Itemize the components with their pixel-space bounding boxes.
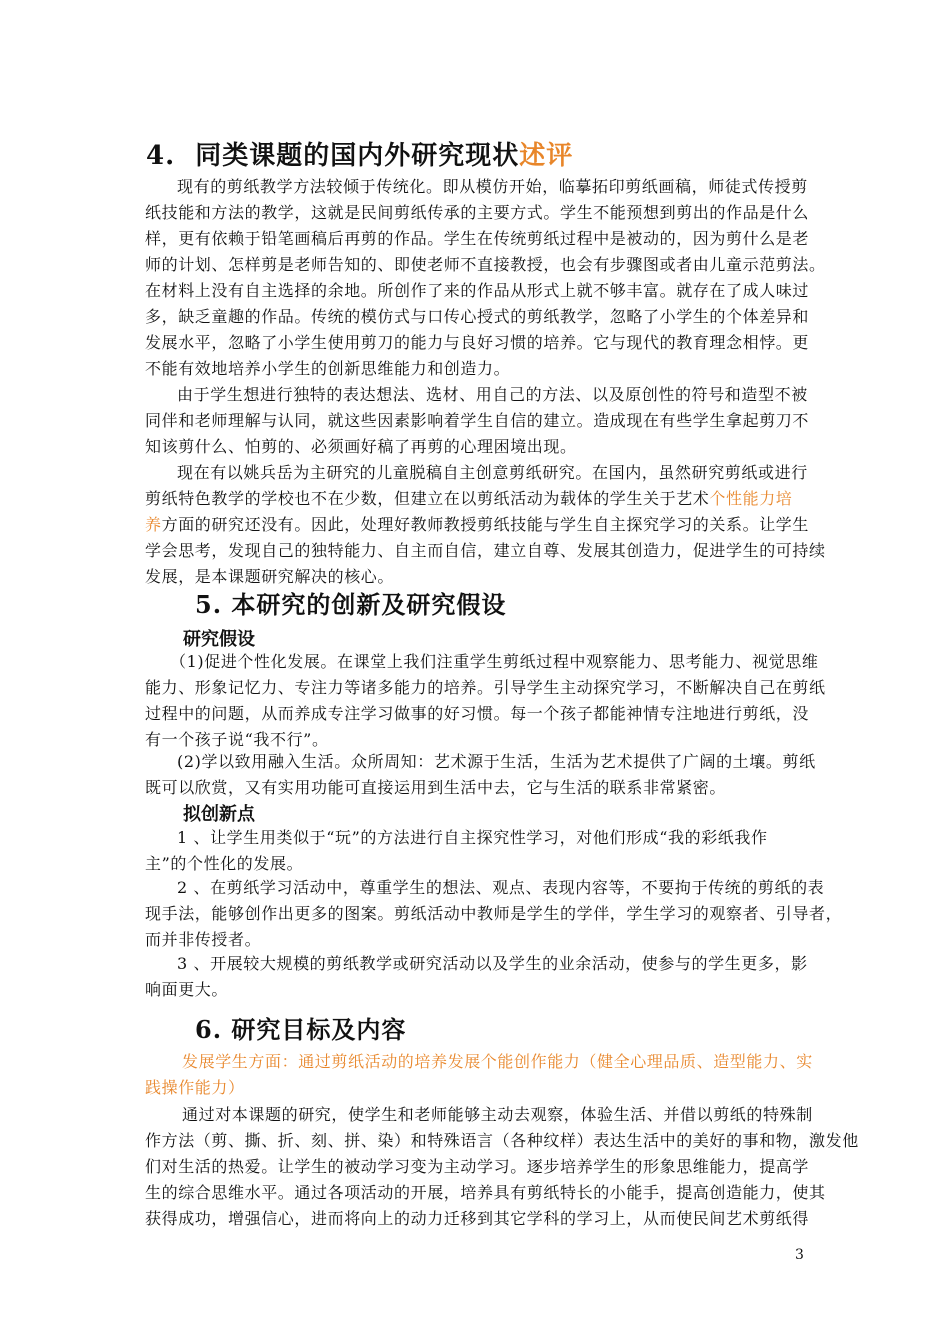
paragraph-line: 现有的剪纸教学方法较倾于传统化。即从模仿开始，临摹拓印剪纸画稿，师徒式传授剪 — [177, 177, 808, 196]
paragraph-line: 不能有效地培养小学生的创新思维能力和创造力。 — [145, 359, 511, 378]
paragraph-line: 发展，是本课题研究解决的核心。 — [145, 567, 395, 586]
paragraph-line: 现在有以姚兵岳为主研究的儿童脱稿自主创意剪纸研究。在国内，虽然研究剪纸或进行 — [177, 463, 808, 482]
subheading-innovation-points: 拟创新点 — [183, 804, 255, 825]
paragraph-line: 获得成功，增强信心，进而将向上的动力迁移到其它学科的学习上，从而使民间艺术剪纸得 — [145, 1209, 810, 1228]
highlighted-paragraph-line: 发展学生方面：通过剪纸活动的培养发展个能创作能力（健全心理品质、造型能力、实 — [182, 1052, 813, 1071]
paragraph-line: （1)促进个性化发展。在课堂上我们注重学生剪纸过程中观察能力、思考能力、视觉思维 — [170, 652, 819, 671]
paragraph-line: 在材料上没有自主选择的余地。所创作了来的作品从形式上就不够丰富。就存在了成人味过 — [145, 281, 810, 300]
paragraph-line: (2)学以致用融入生活。众所周知：艺术源于生活，生活为艺术提供了广阔的土壤。剪纸 — [177, 752, 816, 771]
paragraph-line: 1 、让学生用类似于“玩”的方法进行自主探究性学习，对他们形成“我的彩纸我作 — [177, 828, 768, 847]
paragraph-line — [145, 513, 809, 537]
section-4-title: 同类课题的国内外研究现状 — [195, 141, 520, 171]
section-4-title-highlight: 述评 — [519, 141, 574, 171]
section-5-heading: 5. 本研究的创新及研究假设 — [195, 590, 507, 619]
paragraph-line: 师的计划、怎样剪是老师告知的、即使老师不直接教授，也会有步骤图或者由儿童示范剪法。 — [145, 255, 826, 274]
subheading-research-hypothesis: 研究假设 — [183, 629, 255, 650]
paragraph-line: 作方法（剪、撕、折、刻、拼、染）和特殊语言（各种纹样）表达生活中的美好的事和物，激发他 — [145, 1131, 859, 1150]
section-4-heading — [146, 135, 573, 172]
paragraph-text: 剪纸特色教学的学校也不在少数，但建立在以剪纸活动为载体的学生关于艺术 — [145, 489, 710, 508]
paragraph-line: 样，更有依赖于铅笔画稿后再剪的作品。学生在传统剪纸过程中是被动的，因为剪什么是老 — [145, 229, 810, 248]
highlighted-paragraph-line: 践操作能力） — [145, 1078, 245, 1097]
section-4-number: 4. — [146, 141, 176, 171]
paragraph-line: 主”的个性化的发展。 — [145, 854, 304, 873]
paragraph-line: 同伴和老师理解与认同，就这些因素影响着学生自信的建立。造成现在有些学生拿起剪刀不 — [145, 411, 810, 430]
paragraph-line: 由于学生想进行独特的表达想法、选材、用自己的方法、以及原创性的符号和造型不被 — [177, 385, 808, 404]
highlighted-text: 养 — [145, 515, 162, 534]
paragraph-line: 多，缺乏童趣的作品。传统的模仿式与口传心授式的剪纸教学，忽略了小学生的个体差异和 — [145, 307, 810, 326]
highlighted-text: 个性能力培 — [709, 489, 793, 508]
paragraph-line: 知该剪什么、怕剪的、必须画好稿了再剪的心理困境出现。 — [145, 437, 577, 456]
paragraph-line: 过程中的问题，从而养成专注学习做事的好习惯。每一个孩子都能神情专注地进行剪纸，没 — [145, 704, 810, 723]
paragraph-line: 纸技能和方法的教学，这就是民间剪纸传承的主要方式。学生不能预想到剪出的作品是什么 — [145, 203, 810, 222]
paragraph-line — [145, 487, 792, 511]
section-6-heading: 6. 研究目标及内容 — [195, 1015, 407, 1044]
paragraph-line: 现手法，能够创作出更多的图案。剪纸活动中教师是学生的学伴，学生学习的观察者、引导者， — [145, 904, 843, 923]
paragraph-line: 发展水平，忽略了小学生使用剪刀的能力与良好习惯的培养。它与现代的教育理念相悖。更 — [145, 333, 810, 352]
paragraph-line: 既可以欣赏，又有实用功能可直接运用到生活中去，它与生活的联系非常紧密。 — [145, 778, 727, 797]
paragraph-text: 方面的研究还没有。因此，处理好教师教授剪纸技能与学生自主探究学习的关系。让学生 — [161, 515, 810, 534]
paragraph-line: 能力、形象记忆力、专注力等诸多能力的培养。引导学生主动探究学习，不断解决自己在剪纸 — [145, 678, 826, 697]
paragraph-line: 生的综合思维水平。通过各项活动的开展，培养具有剪纸特长的小能手，提高创造能力，使其 — [145, 1183, 826, 1202]
paragraph-line: 们对生活的热爱。让学生的被动学习变为主动学习。逐步培养学生的形象思维能力，提高学 — [145, 1157, 810, 1176]
paragraph-line: 响面更大。 — [145, 980, 229, 999]
paragraph-line: 通过对本课题的研究，使学生和老师能够主动去观察，体验生活、并借以剪纸的特殊制 — [182, 1105, 813, 1124]
paragraph-line: 而并非传授者。 — [145, 930, 262, 949]
paragraph-line: 2 、在剪纸学习活动中，尊重学生的想法、观点、表现内容等，不要拘于传统的剪纸的表 — [177, 878, 825, 897]
paragraph-line: 3 、开展较大规模的剪纸教学或研究活动以及学生的业余活动，使参与的学生更多，影 — [177, 954, 808, 973]
page-number: 3 — [795, 1247, 804, 1263]
paragraph-line: 有一个孩子说“我不行”。 — [145, 730, 329, 749]
paragraph-line: 学会思考，发现自己的独特能力、自主而自信，建立自尊、发展其创造力，促进学生的可持续 — [145, 541, 826, 560]
